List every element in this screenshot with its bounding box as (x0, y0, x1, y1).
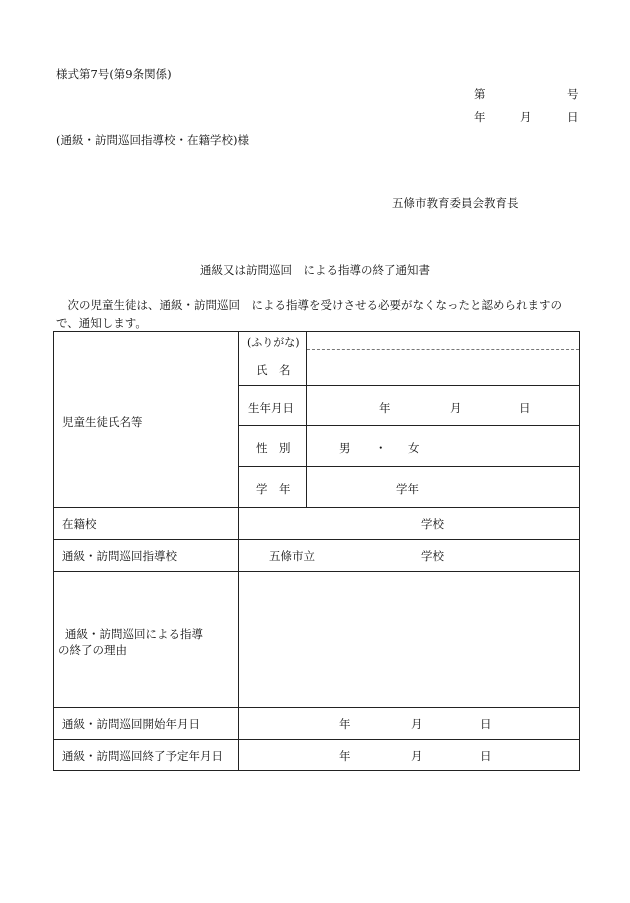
name-field[interactable] (307, 350, 578, 385)
gender-female-option[interactable]: 女 (408, 441, 420, 455)
start-day-unit: 日 (480, 717, 492, 731)
end-month-unit: 月 (411, 749, 423, 763)
student-section-label: 児童生徒氏名等 (62, 415, 143, 429)
birthdate-label: 生年月日 (248, 401, 294, 415)
issue-date-month: 月 (520, 110, 532, 124)
addressee: (通級・訪問巡回指導校・在籍学校)様 (56, 133, 249, 147)
guidance-school-label: 通級・訪問巡回指導校 (62, 549, 177, 563)
enrolled-school-label: 在籍校 (62, 517, 97, 531)
reason-field[interactable] (239, 572, 578, 707)
document-title: 通級又は訪問巡回 による指導の終了通知書 (200, 263, 430, 277)
birth-month-unit: 月 (450, 401, 462, 415)
enrolled-school-unit: 学校 (421, 517, 444, 531)
issue-date-year: 年 (474, 110, 486, 124)
start-date-label: 通級・訪問巡回開始年月日 (62, 717, 200, 731)
notice-body-text: 次の児童生徒は、通級・訪問巡回 による指導を受けさせる必要がなくなったと認められますので、通知します。 (56, 298, 562, 330)
doc-number-suffix: 号 (567, 87, 579, 101)
birth-year-unit: 年 (379, 401, 391, 415)
start-month-unit: 月 (411, 717, 423, 731)
name-label: 氏 名 (256, 363, 291, 377)
city-prefix: 五條市立 (269, 549, 315, 563)
furigana-label: (ふりがな) (247, 336, 300, 349)
sender-title: 五條市教育委員会教育長 (392, 196, 519, 210)
issue-date-day: 日 (567, 110, 579, 124)
gender-separator: ・ (375, 441, 387, 455)
furigana-field[interactable] (307, 332, 578, 349)
grade-label: 学 年 (256, 482, 291, 496)
reason-label-line1: 通級・訪問巡回による指導 (65, 627, 203, 641)
guidance-school-unit: 学校 (421, 549, 444, 563)
end-year-unit: 年 (339, 749, 351, 763)
gender-label: 性 別 (256, 441, 291, 455)
grade-unit: 学年 (396, 482, 419, 496)
end-date-label: 通級・訪問巡回終了予定年月日 (62, 749, 223, 763)
reason-label-line2: の終了の理由 (58, 643, 127, 657)
end-day-unit: 日 (480, 749, 492, 763)
form-number-label: 様式第7号(第9条関係) (56, 67, 172, 81)
birth-day-unit: 日 (519, 401, 531, 415)
student-info-table (53, 331, 580, 771)
doc-number-prefix: 第 (474, 87, 486, 101)
start-year-unit: 年 (339, 717, 351, 731)
gender-male-option[interactable]: 男 (339, 441, 351, 455)
